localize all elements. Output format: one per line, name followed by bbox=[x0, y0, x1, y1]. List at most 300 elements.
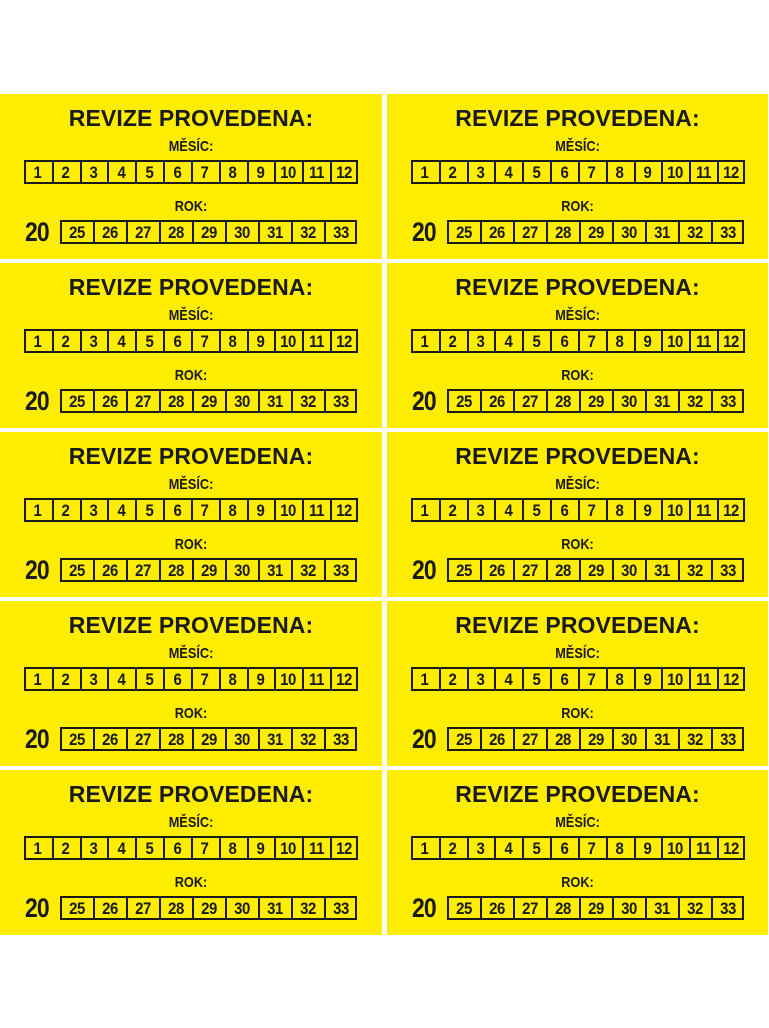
year-box bbox=[579, 729, 610, 749]
year-box bbox=[93, 391, 124, 411]
month-box bbox=[717, 669, 743, 689]
year-prefix: 20 bbox=[412, 217, 436, 247]
month-box bbox=[550, 162, 576, 182]
year-number: 33 bbox=[719, 560, 736, 580]
year-box bbox=[711, 898, 742, 918]
year-box bbox=[612, 729, 643, 749]
month-number: 9 bbox=[256, 162, 265, 182]
year-number: 25 bbox=[68, 222, 85, 242]
month-box bbox=[107, 500, 133, 520]
year-number: 29 bbox=[200, 222, 217, 242]
month-number: 8 bbox=[615, 331, 624, 351]
month-box bbox=[522, 838, 548, 858]
month-number: 11 bbox=[308, 669, 324, 689]
month-box bbox=[80, 838, 106, 858]
year-number: 27 bbox=[521, 222, 538, 242]
year-number: 29 bbox=[587, 560, 604, 580]
year-heading: ROK: bbox=[174, 536, 208, 553]
month-box bbox=[578, 838, 604, 858]
month-number: 12 bbox=[336, 838, 352, 858]
month-box bbox=[163, 669, 189, 689]
year-box bbox=[62, 898, 91, 918]
year-box bbox=[159, 560, 190, 580]
month-number: 8 bbox=[615, 838, 624, 858]
month-box bbox=[80, 500, 106, 520]
year-box bbox=[225, 391, 256, 411]
year-box bbox=[711, 729, 742, 749]
month-box bbox=[107, 838, 133, 858]
month-number: 11 bbox=[308, 838, 324, 858]
year-number: 33 bbox=[332, 560, 349, 580]
label-title: REVIZE PROVEDENA: bbox=[68, 612, 314, 638]
month-number: 7 bbox=[200, 162, 209, 182]
year-number: 28 bbox=[554, 560, 571, 580]
month-number: 3 bbox=[89, 500, 98, 520]
year-box bbox=[579, 898, 610, 918]
month-number: 2 bbox=[448, 331, 457, 351]
month-heading: MĚSÍC: bbox=[555, 307, 600, 324]
year-heading: ROK: bbox=[561, 874, 594, 891]
month-number: 2 bbox=[61, 500, 70, 520]
year-box bbox=[225, 729, 256, 749]
year-number: 26 bbox=[101, 391, 118, 411]
label-sheet bbox=[0, 94, 768, 935]
year-prefix: 20 bbox=[412, 386, 436, 416]
month-number: 12 bbox=[336, 669, 352, 689]
year-number: 31 bbox=[266, 729, 283, 749]
year-number: 32 bbox=[299, 560, 316, 580]
year-heading: ROK: bbox=[174, 367, 208, 384]
month-number: 1 bbox=[33, 838, 42, 858]
year-box bbox=[258, 560, 289, 580]
year-number: 31 bbox=[266, 560, 283, 580]
month-number: 7 bbox=[200, 331, 209, 351]
year-box bbox=[291, 560, 322, 580]
label-title: REVIZE PROVEDENA: bbox=[455, 612, 700, 638]
month-number: 2 bbox=[448, 500, 457, 520]
revision-label bbox=[387, 432, 768, 597]
month-boxes bbox=[24, 498, 358, 522]
year-box bbox=[258, 222, 289, 242]
month-box bbox=[26, 162, 50, 182]
year-number: 27 bbox=[134, 729, 151, 749]
year-number: 31 bbox=[653, 222, 670, 242]
month-number: 10 bbox=[667, 669, 684, 689]
year-box bbox=[546, 729, 577, 749]
month-heading: MĚSÍC: bbox=[555, 814, 600, 831]
month-number: 2 bbox=[448, 162, 457, 182]
month-box bbox=[661, 500, 687, 520]
year-number: 27 bbox=[521, 560, 538, 580]
month-box bbox=[578, 500, 604, 520]
year-box bbox=[645, 729, 676, 749]
label-title: REVIZE PROVEDENA: bbox=[455, 274, 700, 300]
year-number: 28 bbox=[167, 898, 184, 918]
month-box bbox=[606, 669, 632, 689]
month-box bbox=[550, 331, 576, 351]
year-box bbox=[324, 222, 355, 242]
month-box bbox=[634, 500, 660, 520]
year-box bbox=[645, 560, 676, 580]
label-title: REVIZE PROVEDENA: bbox=[455, 105, 700, 131]
month-number: 5 bbox=[145, 500, 154, 520]
month-box bbox=[191, 500, 217, 520]
year-box bbox=[93, 898, 124, 918]
month-box bbox=[302, 162, 328, 182]
month-number: 8 bbox=[228, 500, 237, 520]
year-box bbox=[678, 222, 709, 242]
month-number: 3 bbox=[89, 162, 98, 182]
year-number: 32 bbox=[686, 898, 703, 918]
month-box bbox=[550, 500, 576, 520]
month-box bbox=[219, 669, 245, 689]
month-number: 11 bbox=[695, 500, 711, 520]
month-heading: MĚSÍC: bbox=[555, 645, 600, 662]
year-box bbox=[324, 391, 355, 411]
month-box bbox=[467, 669, 493, 689]
month-box bbox=[191, 838, 217, 858]
year-number: 30 bbox=[620, 729, 637, 749]
month-box bbox=[522, 331, 548, 351]
month-number: 1 bbox=[33, 500, 42, 520]
year-box bbox=[159, 222, 190, 242]
month-number: 7 bbox=[200, 669, 209, 689]
month-box bbox=[274, 500, 300, 520]
year-box bbox=[291, 729, 322, 749]
year-number: 33 bbox=[719, 222, 736, 242]
year-box bbox=[159, 391, 190, 411]
month-box bbox=[494, 500, 520, 520]
month-box bbox=[330, 838, 356, 858]
month-boxes bbox=[411, 160, 745, 184]
revision-label bbox=[0, 601, 382, 766]
year-box bbox=[513, 729, 544, 749]
month-box bbox=[135, 500, 161, 520]
month-number: 7 bbox=[587, 838, 596, 858]
month-boxes bbox=[411, 836, 745, 860]
month-box bbox=[26, 838, 50, 858]
month-box bbox=[717, 838, 743, 858]
year-box bbox=[126, 898, 157, 918]
year-number: 29 bbox=[200, 898, 217, 918]
month-number: 9 bbox=[256, 331, 265, 351]
year-box bbox=[546, 560, 577, 580]
month-number: 6 bbox=[173, 331, 181, 351]
month-number: 1 bbox=[420, 162, 429, 182]
month-number: 3 bbox=[89, 838, 98, 858]
month-number: 3 bbox=[476, 669, 485, 689]
year-box bbox=[449, 729, 478, 749]
month-number: 4 bbox=[504, 669, 513, 689]
month-number: 10 bbox=[667, 500, 684, 520]
year-number: 29 bbox=[200, 391, 217, 411]
year-box bbox=[612, 560, 643, 580]
month-number: 7 bbox=[200, 838, 209, 858]
month-number: 5 bbox=[145, 838, 154, 858]
month-number: 8 bbox=[228, 838, 237, 858]
month-heading: MĚSÍC: bbox=[168, 645, 214, 662]
year-heading: ROK: bbox=[561, 367, 594, 384]
year-box bbox=[449, 222, 478, 242]
month-box bbox=[80, 162, 106, 182]
month-box bbox=[52, 669, 78, 689]
year-box bbox=[449, 391, 478, 411]
month-number: 11 bbox=[695, 331, 711, 351]
month-box bbox=[634, 162, 660, 182]
month-box bbox=[274, 669, 300, 689]
month-number: 8 bbox=[615, 669, 624, 689]
year-number: 26 bbox=[101, 898, 118, 918]
month-box bbox=[80, 669, 106, 689]
month-number: 6 bbox=[560, 162, 568, 182]
month-box bbox=[219, 838, 245, 858]
year-box bbox=[480, 222, 511, 242]
year-number: 26 bbox=[488, 729, 505, 749]
year-box bbox=[480, 391, 511, 411]
month-box bbox=[689, 500, 715, 520]
year-box bbox=[192, 391, 223, 411]
month-number: 6 bbox=[560, 331, 568, 351]
month-box bbox=[413, 838, 437, 858]
revision-label bbox=[0, 263, 382, 428]
month-number: 6 bbox=[560, 500, 568, 520]
month-heading: MĚSÍC: bbox=[555, 476, 600, 493]
year-boxes bbox=[447, 220, 744, 244]
year-number: 27 bbox=[521, 729, 538, 749]
year-heading: ROK: bbox=[174, 705, 208, 722]
year-box bbox=[258, 898, 289, 918]
month-number: 10 bbox=[280, 669, 297, 689]
year-number: 29 bbox=[587, 222, 604, 242]
month-box bbox=[302, 331, 328, 351]
month-box bbox=[219, 500, 245, 520]
month-heading: MĚSÍC: bbox=[168, 307, 214, 324]
month-number: 5 bbox=[532, 162, 541, 182]
month-number: 9 bbox=[643, 331, 652, 351]
year-prefix: 20 bbox=[25, 555, 49, 585]
year-box bbox=[93, 729, 124, 749]
year-number: 30 bbox=[233, 222, 250, 242]
year-number: 27 bbox=[521, 391, 538, 411]
month-number: 3 bbox=[89, 669, 98, 689]
revision-label bbox=[387, 601, 768, 766]
year-number: 31 bbox=[653, 391, 670, 411]
month-number: 12 bbox=[723, 838, 739, 858]
month-box bbox=[330, 162, 356, 182]
year-number: 29 bbox=[587, 391, 604, 411]
year-number: 32 bbox=[299, 391, 316, 411]
month-heading: MĚSÍC: bbox=[555, 138, 600, 155]
year-number: 32 bbox=[299, 222, 316, 242]
year-box bbox=[93, 222, 124, 242]
year-box bbox=[225, 222, 256, 242]
month-number: 3 bbox=[89, 331, 98, 351]
year-box bbox=[711, 560, 742, 580]
year-number: 25 bbox=[455, 391, 472, 411]
year-box bbox=[513, 560, 544, 580]
month-number: 5 bbox=[145, 162, 154, 182]
year-box bbox=[513, 222, 544, 242]
year-number: 30 bbox=[620, 898, 637, 918]
year-number: 25 bbox=[455, 222, 472, 242]
month-box bbox=[439, 500, 465, 520]
year-number: 32 bbox=[299, 729, 316, 749]
label-title: REVIZE PROVEDENA: bbox=[68, 781, 314, 807]
month-number: 5 bbox=[532, 331, 541, 351]
year-number: 33 bbox=[332, 391, 349, 411]
month-number: 11 bbox=[308, 162, 324, 182]
month-box bbox=[107, 331, 133, 351]
month-box bbox=[26, 331, 50, 351]
year-box bbox=[480, 560, 511, 580]
year-box bbox=[645, 391, 676, 411]
month-box bbox=[606, 331, 632, 351]
month-box bbox=[550, 838, 576, 858]
year-number: 31 bbox=[653, 898, 670, 918]
month-box bbox=[578, 162, 604, 182]
month-box bbox=[578, 669, 604, 689]
month-box bbox=[247, 162, 273, 182]
year-number: 26 bbox=[101, 222, 118, 242]
month-box bbox=[247, 669, 273, 689]
month-number: 4 bbox=[504, 162, 513, 182]
year-box bbox=[612, 222, 643, 242]
year-number: 31 bbox=[266, 391, 283, 411]
month-box bbox=[219, 162, 245, 182]
month-number: 7 bbox=[587, 162, 596, 182]
month-number: 4 bbox=[117, 331, 126, 351]
month-number: 11 bbox=[308, 331, 324, 351]
month-number: 8 bbox=[228, 669, 237, 689]
month-box bbox=[634, 331, 660, 351]
year-box bbox=[62, 560, 91, 580]
month-box bbox=[467, 331, 493, 351]
month-box bbox=[163, 162, 189, 182]
year-number: 25 bbox=[68, 898, 85, 918]
month-number: 5 bbox=[145, 331, 154, 351]
year-box bbox=[192, 222, 223, 242]
month-box bbox=[689, 669, 715, 689]
month-number: 3 bbox=[476, 331, 485, 351]
year-number: 31 bbox=[266, 898, 283, 918]
month-box bbox=[522, 162, 548, 182]
month-number: 8 bbox=[228, 331, 237, 351]
month-number: 1 bbox=[420, 331, 429, 351]
year-box bbox=[62, 729, 91, 749]
year-box bbox=[678, 560, 709, 580]
year-box bbox=[126, 391, 157, 411]
month-box bbox=[689, 331, 715, 351]
month-number: 7 bbox=[200, 500, 209, 520]
label-title: REVIZE PROVEDENA: bbox=[68, 274, 314, 300]
year-prefix: 20 bbox=[25, 217, 49, 247]
month-box bbox=[191, 331, 217, 351]
revision-label bbox=[0, 432, 382, 597]
month-number: 6 bbox=[173, 669, 181, 689]
month-number: 10 bbox=[667, 162, 684, 182]
month-number: 9 bbox=[643, 162, 652, 182]
year-number: 33 bbox=[719, 898, 736, 918]
year-number: 31 bbox=[653, 729, 670, 749]
year-number: 32 bbox=[686, 222, 703, 242]
year-number: 25 bbox=[455, 560, 472, 580]
month-box bbox=[439, 838, 465, 858]
year-number: 27 bbox=[521, 898, 538, 918]
month-box bbox=[302, 838, 328, 858]
year-number: 33 bbox=[719, 729, 736, 749]
month-number: 12 bbox=[336, 162, 352, 182]
month-boxes bbox=[24, 667, 358, 691]
year-box bbox=[579, 391, 610, 411]
year-number: 27 bbox=[134, 391, 151, 411]
year-heading: ROK: bbox=[174, 198, 208, 215]
year-number: 25 bbox=[455, 729, 472, 749]
month-box bbox=[135, 669, 161, 689]
month-number: 5 bbox=[532, 669, 541, 689]
month-number: 9 bbox=[256, 838, 265, 858]
month-box bbox=[247, 500, 273, 520]
year-box bbox=[546, 898, 577, 918]
month-number: 5 bbox=[532, 838, 541, 858]
year-box bbox=[612, 898, 643, 918]
month-box bbox=[330, 331, 356, 351]
month-number: 10 bbox=[280, 162, 297, 182]
month-box bbox=[219, 331, 245, 351]
year-number: 26 bbox=[488, 898, 505, 918]
year-box bbox=[324, 898, 355, 918]
year-boxes bbox=[60, 220, 357, 244]
month-number: 6 bbox=[173, 838, 181, 858]
month-box bbox=[606, 500, 632, 520]
year-boxes bbox=[60, 727, 357, 751]
year-boxes bbox=[447, 727, 744, 751]
month-box bbox=[661, 162, 687, 182]
month-number: 1 bbox=[33, 331, 42, 351]
year-heading: ROK: bbox=[561, 198, 594, 215]
month-box bbox=[330, 669, 356, 689]
year-number: 30 bbox=[233, 729, 250, 749]
year-number: 31 bbox=[653, 560, 670, 580]
year-boxes bbox=[447, 896, 744, 920]
month-number: 4 bbox=[117, 669, 126, 689]
year-number: 26 bbox=[488, 560, 505, 580]
month-number: 12 bbox=[723, 500, 739, 520]
month-box bbox=[107, 162, 133, 182]
year-heading: ROK: bbox=[561, 705, 594, 722]
revision-label bbox=[0, 770, 382, 935]
year-box bbox=[62, 222, 91, 242]
year-number: 33 bbox=[332, 222, 349, 242]
month-box bbox=[689, 162, 715, 182]
month-box bbox=[717, 331, 743, 351]
month-boxes bbox=[24, 329, 358, 353]
month-number: 3 bbox=[476, 500, 485, 520]
year-box bbox=[62, 391, 91, 411]
year-number: 30 bbox=[233, 898, 250, 918]
year-number: 28 bbox=[554, 729, 571, 749]
month-number: 10 bbox=[280, 331, 297, 351]
year-box bbox=[711, 222, 742, 242]
month-box bbox=[522, 669, 548, 689]
year-box bbox=[579, 560, 610, 580]
month-number: 4 bbox=[117, 838, 126, 858]
month-number: 4 bbox=[117, 500, 126, 520]
month-number: 4 bbox=[504, 838, 513, 858]
year-box bbox=[192, 729, 223, 749]
month-number: 12 bbox=[723, 331, 739, 351]
year-box bbox=[126, 560, 157, 580]
month-box bbox=[191, 669, 217, 689]
